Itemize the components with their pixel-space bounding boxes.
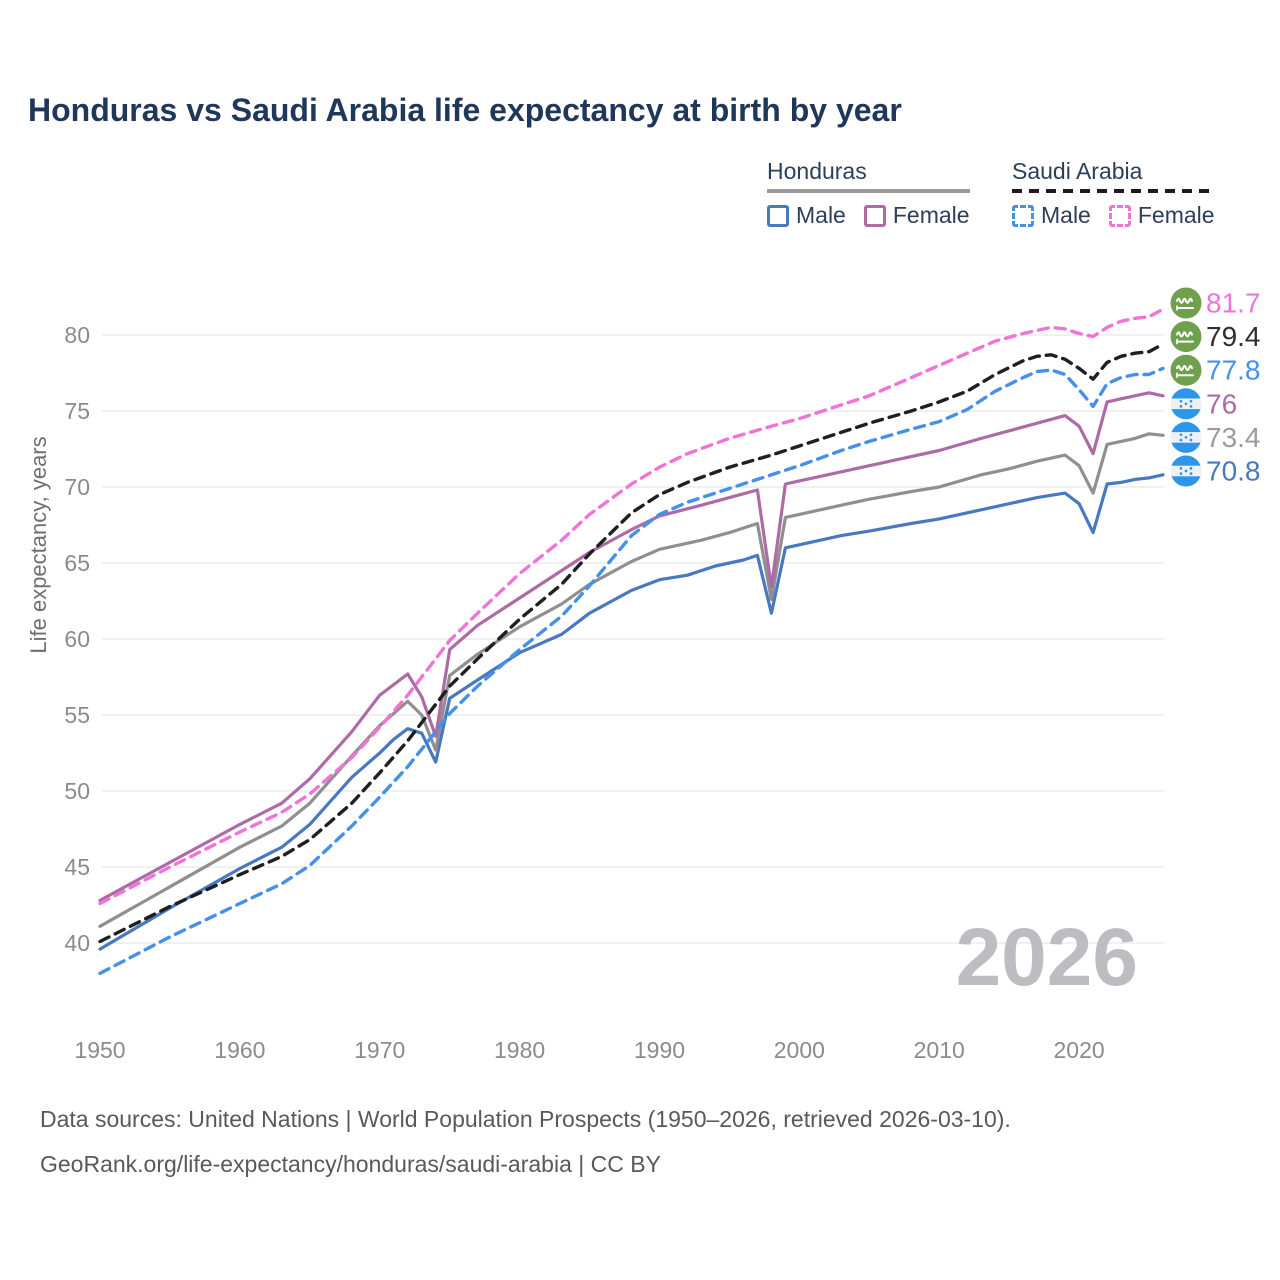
y-tick-40: 40 bbox=[64, 930, 90, 956]
series-line-honduras-male bbox=[100, 475, 1163, 949]
page-title: Honduras vs Saudi Arabia life expectancy at birth by year bbox=[28, 92, 902, 128]
x-tick-1970: 1970 bbox=[354, 1037, 406, 1063]
y-tick-55: 55 bbox=[64, 702, 90, 728]
end-value-label-saudi-arabia-male: 77.8 bbox=[1206, 354, 1261, 386]
end-value-label-honduras-female: 76 bbox=[1206, 388, 1238, 420]
legend-label-saudi-female: Female bbox=[1137, 202, 1215, 228]
series-line-honduras-total bbox=[100, 434, 1163, 927]
legend-label-honduras-female: Female bbox=[892, 202, 970, 228]
y-tick-60: 60 bbox=[64, 626, 90, 652]
saudi-arabia-flag-icon bbox=[1171, 321, 1202, 352]
x-tick-2000: 2000 bbox=[773, 1037, 825, 1063]
y-tick-50: 50 bbox=[64, 778, 90, 804]
honduras-flag-icon bbox=[1170, 388, 1202, 420]
x-tick-1980: 1980 bbox=[494, 1037, 546, 1063]
saudi-arabia-flag-icon bbox=[1171, 288, 1202, 319]
legend-label-honduras-male: Male bbox=[796, 202, 846, 228]
x-tick-2020: 2020 bbox=[1053, 1037, 1105, 1063]
x-tick-1960: 1960 bbox=[214, 1037, 266, 1063]
x-tick-1950: 1950 bbox=[74, 1037, 126, 1063]
legend-country-saudi-arabia: Saudi Arabia bbox=[1012, 158, 1143, 184]
footer bbox=[40, 1106, 1011, 1196]
watermark-year: 2026 bbox=[955, 912, 1138, 1003]
saudi-arabia-flag-icon bbox=[1171, 355, 1202, 386]
y-axis-title: Life expectancy, years bbox=[26, 436, 51, 654]
end-value-label-saudi-arabia-total: 79.4 bbox=[1206, 321, 1261, 353]
source-url-text: GeoRank.org/life-expectancy/honduras/saudi-arabia | CC BY bbox=[40, 1151, 661, 1177]
legend-label-saudi-male: Male bbox=[1041, 202, 1091, 228]
honduras-flag-icon bbox=[1170, 421, 1202, 453]
y-tick-70: 70 bbox=[64, 474, 90, 500]
y-tick-75: 75 bbox=[64, 398, 90, 424]
end-value-label-honduras-male: 70.8 bbox=[1206, 455, 1261, 487]
series-line-saudi-arabia-male bbox=[100, 368, 1163, 973]
y-tick-80: 80 bbox=[64, 322, 90, 348]
end-value-label-honduras-total: 73.4 bbox=[1206, 421, 1261, 453]
end-value-label-saudi-arabia-female: 81.7 bbox=[1206, 287, 1261, 319]
x-tick-2010: 2010 bbox=[913, 1037, 965, 1063]
data-sources-text: Data sources: United Nations | World Population Prospects (1950–2026, retrieved 2026-03-10). bbox=[40, 1106, 1011, 1132]
honduras-flag-icon bbox=[1170, 455, 1202, 487]
y-tick-45: 45 bbox=[64, 854, 90, 880]
legend-country-honduras: Honduras bbox=[767, 158, 867, 184]
y-tick-65: 65 bbox=[64, 550, 90, 576]
x-tick-1990: 1990 bbox=[633, 1037, 686, 1063]
